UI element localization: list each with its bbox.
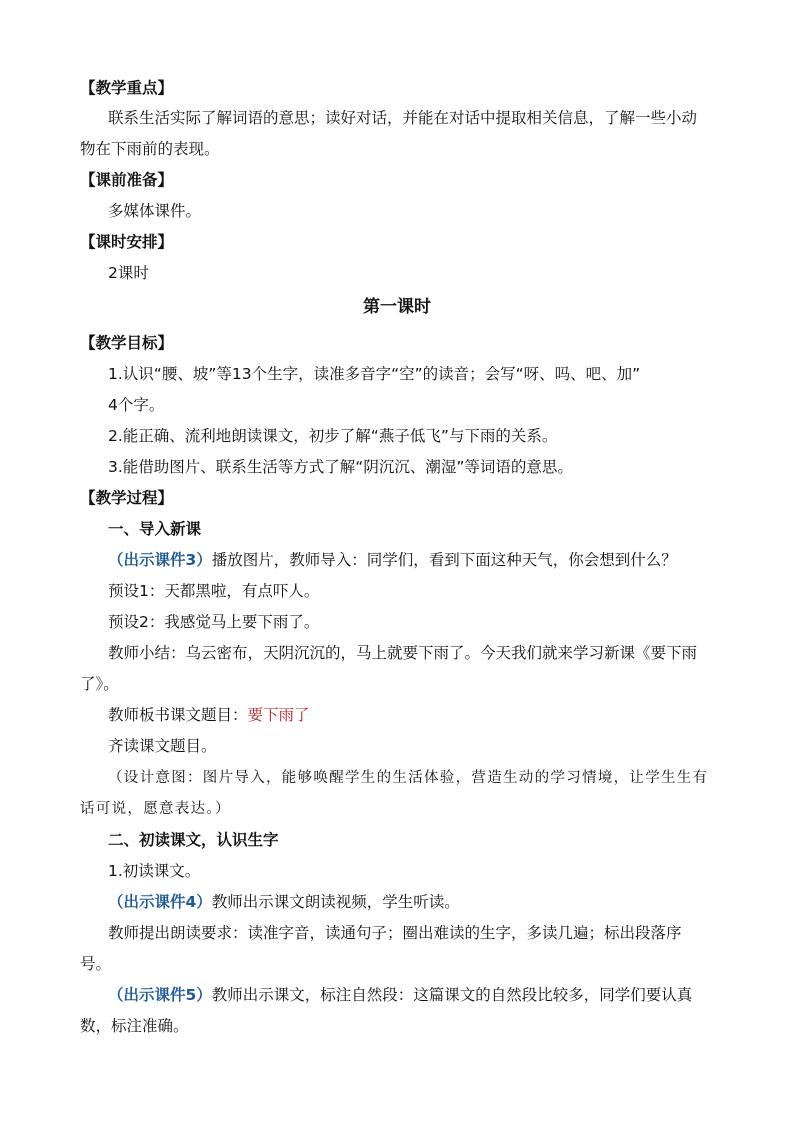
slide-4-text: 教师出示课文朗读视频，学生听读。 — [211, 893, 460, 911]
slide-5-text: 教师出示课文，标注自然段：这篇课文的自然段比较多，同学们要认真 — [211, 986, 693, 1004]
slide-5-line — [108, 984, 794, 1006]
preset-2: 预设2：我感觉马上要下雨了。 — [108, 613, 320, 631]
reading-requirements-line2: 号。 — [80, 955, 112, 973]
teacher-summary-line2: 了》。 — [80, 675, 119, 693]
focus-text-line2: 物在下雨前的表现。 — [80, 140, 220, 158]
goal-item-3: 3.能借助图片、联系生活等方式了解“阴沉沉、潮湿”等词语的意思。 — [108, 458, 573, 476]
goal-item-2: 2.能正确、流利地朗读课文，初步了解“燕子低飞”与下雨的关系。 — [108, 427, 558, 445]
slide-5-line2: 数，标注准确。 — [80, 1017, 189, 1035]
goal-item-1-line1: 1.认识“腰、坡”等13个生字，读准多音字“空”的读音；会写“呀、吗、吧、加” — [108, 365, 641, 383]
prep-text: 多媒体课件。 — [108, 202, 202, 220]
slide-tag-3: （出示课件3） — [108, 551, 212, 569]
focus-text-line1: 联系生活实际了解词语的意思；读好对话，并能在对话中提取相关信息，了解一些小动 — [108, 109, 698, 127]
board-label: 教师板书课文题目： — [108, 706, 248, 724]
section-2-title: 二、初读课文，认识生字 — [108, 831, 279, 849]
slide-4-line — [108, 891, 794, 913]
prep-heading: 【课前准备】 — [80, 171, 174, 189]
schedule-heading: 【课时安排】 — [80, 233, 174, 251]
focus-heading: 【教学重点】 — [80, 79, 174, 97]
section-1-intro — [108, 549, 794, 571]
schedule-text: 2课时 — [108, 264, 149, 282]
board-title: 要下雨了 — [247, 706, 310, 724]
section-1-intro-text: 播放图片，教师导入：同学们，看到下面这种天气，你会想到什么？ — [211, 551, 677, 569]
design-note-line1: （设计意图：图片导入，能够唤醒学生的生活体验，营造生动的学习情境，让学生生有 — [108, 770, 709, 786]
read-title: 齐读课文题目。 — [108, 737, 217, 755]
design-note-line2: 话可说，愿意表达。） — [80, 801, 231, 817]
goals-heading: 【教学目标】 — [80, 334, 174, 352]
goal-item-1-line2: 4个字。 — [108, 396, 165, 414]
board-title-line — [108, 704, 794, 726]
process-heading: 【教学过程】 — [80, 489, 174, 507]
reading-requirements-line1: 教师提出朗读要求：读准字音，读通句子；圈出难读的生字，多读几遍；标出段落序 — [108, 924, 682, 942]
lesson-title: 第一课时 — [363, 297, 431, 317]
slide-tag-5: （出示课件5） — [108, 986, 212, 1004]
preset-1: 预设1：天都黑啦，有点吓人。 — [108, 582, 320, 600]
slide-tag-4: （出示课件4） — [108, 893, 212, 911]
step-1: 1.初读课文。 — [108, 862, 201, 880]
teacher-summary-line1: 教师小结：乌云密布，天阴沉沉的，马上就要下雨了。今天我们就来学习新课《要下雨 — [108, 644, 698, 662]
section-1-title: 一、导入新课 — [108, 520, 202, 538]
